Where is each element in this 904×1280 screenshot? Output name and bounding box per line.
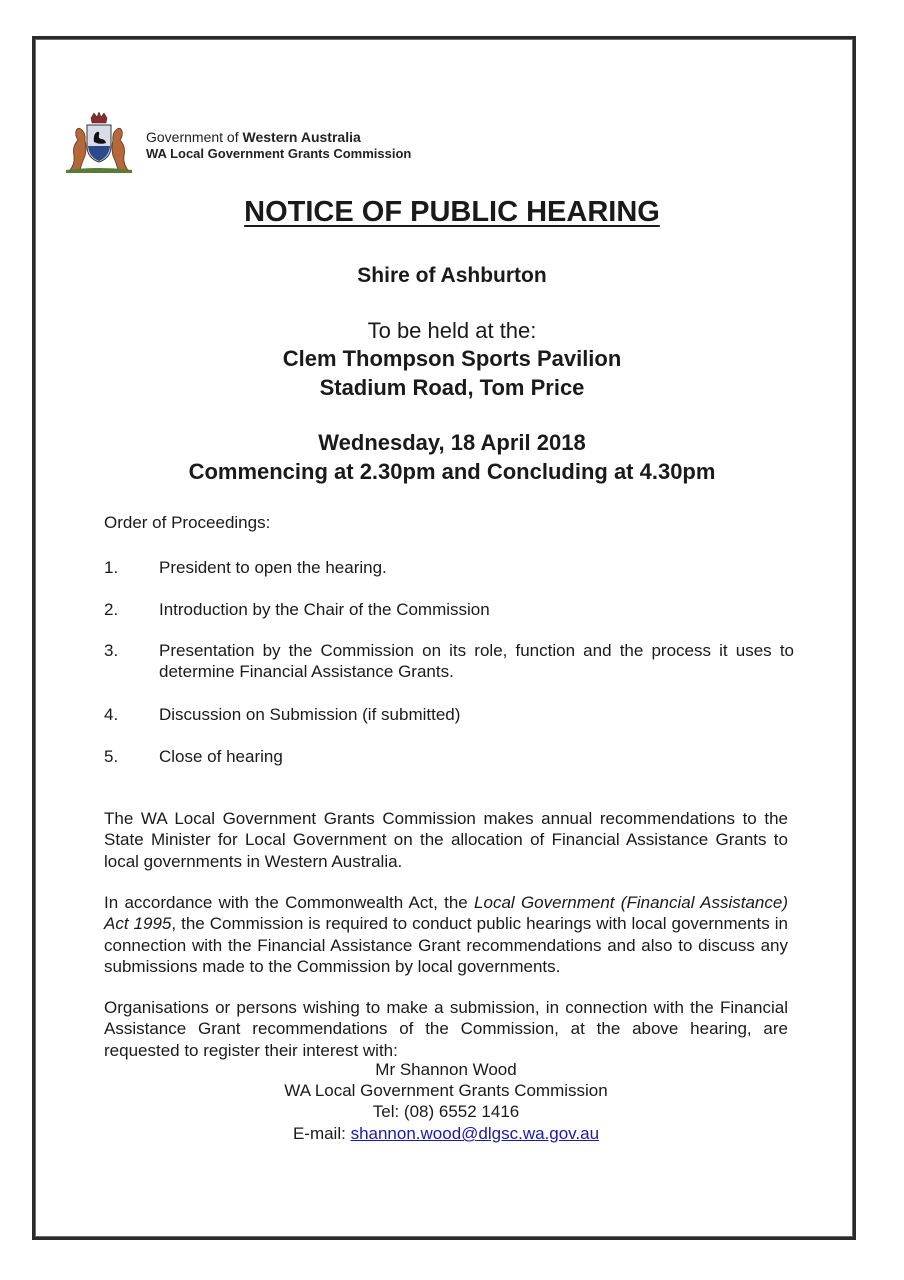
wa-coat-of-arms-logo xyxy=(60,112,138,178)
item-text: President to open the hearing. xyxy=(159,558,387,577)
hearing-time: Commencing at 2.30pm and Concluding at 4.30pm xyxy=(188,459,716,484)
government-line: Government of Western Australia xyxy=(146,129,361,145)
item-number: 2. xyxy=(104,600,119,619)
contact-email-line xyxy=(0,1124,892,1144)
item-text: Close of hearing xyxy=(159,747,283,766)
letterhead xyxy=(60,112,411,178)
venue-intro: To be held at the: xyxy=(367,318,537,343)
paragraph-submissions: Organisations or persons wishing to make a submission, in connection with the Financial Assistance Grant recommendations of the Commission, at the above hearing, are requested to register their interest with: xyxy=(104,998,788,1060)
notice-title: NOTICE OF PUBLIC HEARING xyxy=(244,196,660,228)
order-heading: Order of Proceedings: xyxy=(104,513,271,532)
commission-line: WA Local Government Grants Commission xyxy=(146,146,412,161)
item-number: 1. xyxy=(104,558,119,577)
letterhead-text xyxy=(146,129,411,161)
act-title: Local Government (Financial Assistance) Act 1995 xyxy=(104,893,789,934)
item-number: 4. xyxy=(104,705,119,724)
item-text: Presentation by the Commission on its role, function and the process it uses to determine Financial Assistance Grants. xyxy=(159,641,794,681)
paragraph-commission-role: The WA Local Government Grants Commission makes annual recommendations to the State Minister for Local Government on the allocation of Financial Assistance Grants to local governments in Western Australia. xyxy=(104,809,788,871)
contact-name: Mr Shannon Wood xyxy=(375,1060,517,1079)
item-text: Discussion on Submission (if submitted) xyxy=(159,705,461,724)
item-number: 5. xyxy=(104,747,119,766)
contact-telephone: Tel: (08) 6552 1416 xyxy=(372,1102,520,1121)
shire-name: Shire of Ashburton xyxy=(357,264,547,287)
hearing-date: Wednesday, 18 April 2018 xyxy=(318,430,586,455)
email-link[interactable]: shannon.wood@dlgsc.wa.gov.au xyxy=(350,1124,600,1143)
paragraph-legislation: In accordance with the Commonwealth Act, the Local Government (Financial Assistance) Act 1995, the Commission is required to conduct public hearings with local governments in connection with the Financial Assistance Grant recommendations and also to discuss any submissions made to the Commission by local governments. xyxy=(104,893,789,976)
venue-name: Clem Thompson Sports Pavilion xyxy=(282,346,622,371)
email-label: E-mail: xyxy=(292,1124,351,1143)
item-text: Introduction by the Chair of the Commission xyxy=(159,600,490,619)
list-item xyxy=(104,640,794,684)
contact-organisation: WA Local Government Grants Commission xyxy=(284,1081,608,1100)
venue-address: Stadium Road, Tom Price xyxy=(319,375,585,400)
item-number: 3. xyxy=(104,641,119,660)
